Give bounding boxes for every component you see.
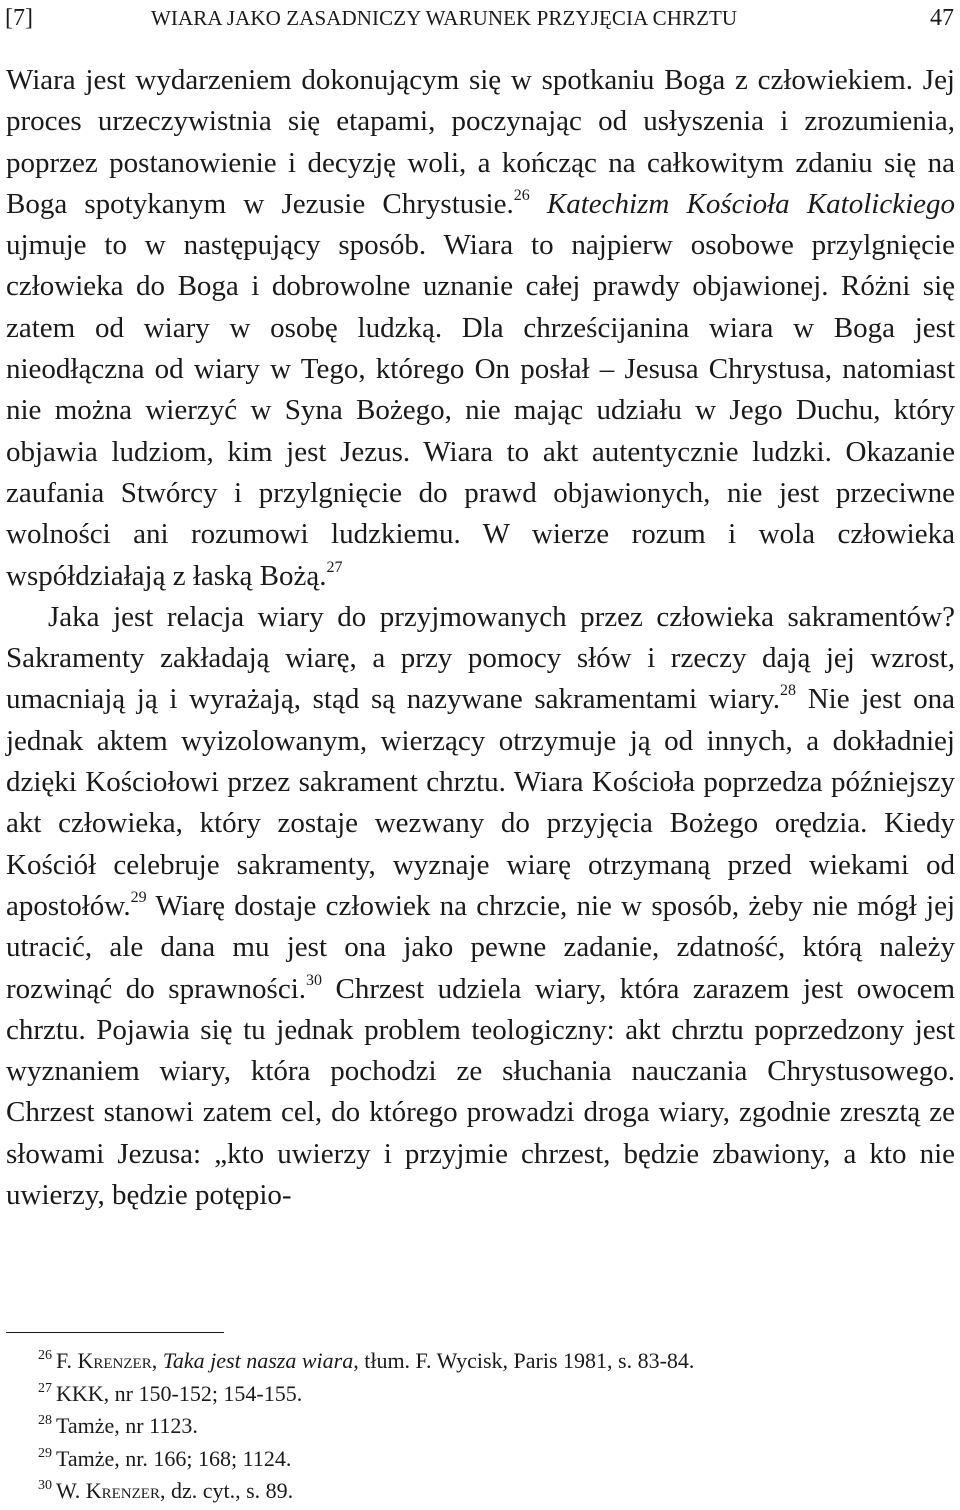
footnote-text: , bbox=[151, 1348, 163, 1373]
footnote-text: , tłum. F. Wycisk, Paris 1981, s. 83-84. bbox=[353, 1348, 695, 1373]
p1-text-a: Wiara jest wydarzeniem dokonującym się w spotkaniu Boga z człowiekiem. Jej proces urzeczywistnia się etapami, poczynając od usłyszenia i zrozumienia, poprzez postanowienie i decyzję woli, a kończąc na całkowitym zdaniu się na Boga spotykanym w Jezusie Chrystusie. bbox=[6, 64, 955, 220]
p2-text-b: Nie jest ona jednak aktem wyizolowanym, wierzący otrzymuje ją od innych, a dokładniej dzięki Kościołowi przez sakrament chrztu. Wiara Kościoła poprzedza późniejszy akt człowieka, który zostaje wezwany do przyjęcia Bożego orędzia. Kiedy Kościół celebruje sakramenty, wyznaje wiarę otrzymaną przed wiekami od apostołów. bbox=[6, 683, 955, 922]
footnote-text: KKK, nr 150-152; 154-155. bbox=[56, 1380, 303, 1406]
page-header bbox=[5, 0, 954, 36]
p1-text-b: ujmuje to w następujący sposób. Wiara to najpierw osobowe przylgnięcie człowieka do Boga i dobrowolne uznanie całej prawdy objawionej. Różni się zatem od wiary w osobę ludzką. Dla chrześcijanina wiara w Boga jest nieodłączna od wiary w Tego, którego On posłał – Jesusa Chrystusa, natomiast nie można wierzyć w Syna Bożego, nie mając udziału w Jego Duchu, który objawia ludziom, kim jest Jezus. Wiara to akt autentycznie ludzki. Okazanie zaufania Stwórcy i przylgnięcie do prawd objawionych, nie jest przeciwne wolności ani rozumowi ludzkiemu. W wierze rozum i wola człowieka współdziałają z łaską Bożą. bbox=[6, 229, 955, 592]
footnote-text: Tamże, nr 1123. bbox=[56, 1413, 198, 1438]
paragraph-1 bbox=[6, 60, 955, 597]
paragraph-2 bbox=[6, 597, 955, 1216]
footnote-30 bbox=[38, 1475, 948, 1508]
footnote-number: 28 bbox=[38, 1413, 52, 1428]
footnote-text: F. bbox=[56, 1348, 78, 1373]
footnote-ref-29[interactable]: 29 bbox=[130, 888, 147, 906]
author-name: Krenzer bbox=[77, 1348, 152, 1373]
footnote-number: 27 bbox=[38, 1380, 52, 1396]
footnotes bbox=[38, 1345, 948, 1508]
page-number: 47 bbox=[930, 5, 954, 31]
book-title: Taka jest nasza wiara bbox=[162, 1348, 354, 1373]
footnote-ref-28[interactable]: 28 bbox=[780, 682, 797, 700]
footnote-text: Tamże, nr. 166; 168; 1124. bbox=[56, 1445, 292, 1471]
footnote-number: 26 bbox=[38, 1348, 52, 1363]
catechism-title: Katechizm Kościoła Katolickiego bbox=[546, 187, 956, 220]
footnote-separator bbox=[6, 1332, 224, 1333]
footnote-28 bbox=[38, 1410, 948, 1443]
section-number: [7] bbox=[5, 5, 33, 31]
footnote-ref-26[interactable]: 26 bbox=[513, 186, 530, 204]
footnote-29 bbox=[38, 1443, 948, 1476]
footnote-ref-30[interactable]: 30 bbox=[306, 971, 323, 989]
author-name: Krenzer bbox=[85, 1478, 160, 1503]
p2-text-c: Wiarę dostaje człowiek na chrzcie, nie w sposób, żeby nie mógł jej utracić, ale dana mu jest ona jako pewne zadanie, zdatność, którą należy rozwinąć do sprawności. bbox=[6, 889, 955, 1005]
p2-text-d: Chrzest udziela wiary, która zarazem jest owocem chrztu. Pojawia się tu jednak problem teologiczny: akt chrztu poprzedzony jest wyznaniem wiary, która pochodzi ze słuchania nauczania Chrystusowego. Chrzest stanowi zatem cel, do którego prowadzi droga wiary, zgodnie zresztą ze słowami Jezusa: „kto uwierzy i przyjmie chrzest, będzie zbawiony, a kto nie uwierzy, będzie potępio- bbox=[6, 972, 955, 1212]
footnote-27 bbox=[38, 1378, 948, 1411]
p2-text-a: Jaka jest relacja wiary do przyjmowanych przez człowieka sakramentów? Sakramenty zakładają wiarę, a przy pomocy słów i rzeczy dają jej wzrost, umacniają ją i wyrażają, stąd są nazywane sakramentami wiary. bbox=[6, 600, 955, 716]
footnote-text: W. bbox=[56, 1478, 86, 1503]
footnote-ref-27[interactable]: 27 bbox=[326, 558, 343, 576]
footnote-number: 29 bbox=[38, 1445, 52, 1461]
main-text bbox=[6, 60, 955, 1216]
footnote-text: , dz. cyt., s. 89. bbox=[159, 1478, 294, 1503]
footnote-26 bbox=[38, 1345, 948, 1378]
running-head: WIARA JAKO ZASADNICZY WARUNEK PRZYJĘCIA CHRZTU bbox=[151, 6, 738, 30]
footnote-number: 30 bbox=[38, 1478, 52, 1493]
